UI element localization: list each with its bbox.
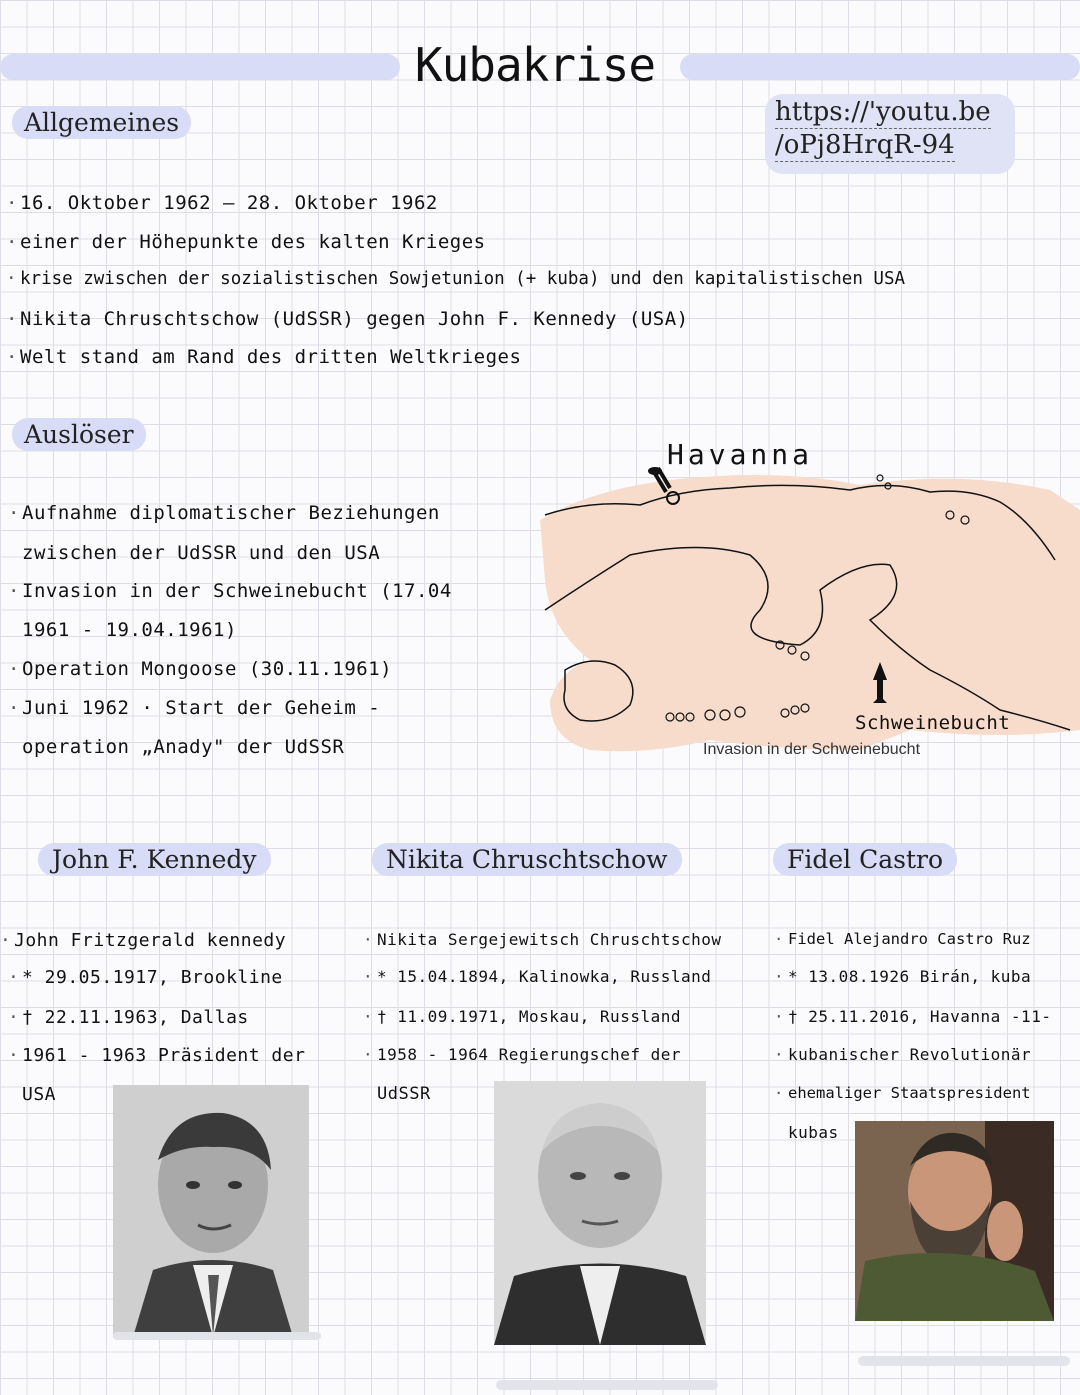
page-title: Kubakrise: [414, 38, 656, 92]
kennedy-line: · 1961 - 1963 Präsident der: [22, 1045, 305, 1066]
chruschtschow-photo: [494, 1081, 706, 1345]
kennedy-line: · John Fritzgerald kennedy: [14, 930, 286, 951]
horizontal-scrollbar[interactable]: [496, 1380, 718, 1390]
ausloeser-bullet-cont: operation „Anady" der UdSSR: [22, 736, 345, 758]
castro-line: · Fidel Alejandro Castro Ruz: [788, 930, 1031, 948]
title-bar-left: [0, 54, 400, 80]
ausloeser-bullet: · Operation Mongoose (30.11.1961): [22, 658, 392, 680]
allgemeines-bullet: · Welt stand am Rand des dritten Weltkrieges: [20, 346, 521, 368]
ausloeser-bullet: · Invasion in der Schweinebucht (17.04: [22, 580, 452, 602]
chruschtschow-line: UdSSR: [377, 1084, 431, 1104]
kennedy-line: USA: [22, 1084, 57, 1105]
kennedy-line: · * 29.05.1917, Brookline: [22, 967, 283, 988]
chruschtschow-line: · Nikita Sergejewitsch Chruschtschow: [377, 930, 722, 949]
allgemeines-bullet: · 16. Oktober 1962 – 28. Oktober 1962: [20, 192, 438, 214]
map-label-schweinebucht: Schweinebucht: [855, 712, 1011, 734]
castro-line: kubas: [788, 1123, 839, 1142]
allgemeines-bullet: · krise zwischen der sozialistischen Sowjetunion (+ kuba) und den kapitalistischen USA: [20, 269, 905, 289]
secondary-scrollbar[interactable]: [858, 1356, 1070, 1366]
ausloeser-bullet-cont: 1961 - 19.04.1961): [22, 619, 237, 641]
heading-ausloeser: Auslöser: [12, 418, 146, 451]
ausloeser-bullet-cont: zwischen der UdSSR und den USA: [22, 542, 381, 564]
ausloeser-bullet: · Juni 1962 · Start der Geheim -: [22, 697, 380, 719]
castro-line: · ehemaliger Staatspresident: [788, 1084, 1031, 1102]
heading-castro: Fidel Castro: [773, 843, 957, 876]
heading-kennedy: John F. Kennedy: [38, 843, 271, 876]
allgemeines-bullet: · Nikita Chruschtschow (UdSSR) gegen John F. Kennedy (USA): [20, 308, 689, 330]
chruschtschow-line: · 1958 - 1964 Regierungschef der: [377, 1045, 681, 1064]
kennedy-line: · † 22.11.1963, Dallas: [22, 1007, 249, 1028]
kennedy-photo: [113, 1085, 309, 1337]
chruschtschow-line: · † 11.09.1971, Moskau, Russland: [377, 1007, 681, 1026]
castro-line: · kubanischer Revolutionär: [788, 1045, 1031, 1064]
photo-scrollbar[interactable]: [113, 1332, 321, 1340]
map-label-havanna: Havanna: [667, 438, 814, 471]
youtube-link[interactable]: [765, 94, 1015, 174]
link-line-1[interactable]: https://'youtu.be: [775, 97, 991, 127]
title-bar-right: [680, 54, 1080, 80]
heading-chruschtschow: Nikita Chruschtschow: [372, 843, 682, 876]
chruschtschow-line: · * 15.04.1894, Kalinowka, Russland: [377, 967, 711, 986]
castro-line: · † 25.11.2016, Havanna -11-: [788, 1007, 1051, 1026]
map-caption: Invasion in der Schweinebucht: [703, 741, 921, 758]
castro-line: · * 13.08.1926 Birán, kuba: [788, 967, 1031, 986]
heading-allgemeines: Allgemeines: [12, 106, 191, 139]
allgemeines-bullet: · einer der Höhepunkte des kalten Krieges: [20, 231, 486, 253]
castro-photo: [855, 1121, 1054, 1321]
link-line-2[interactable]: /oPj8HrqR-94: [775, 130, 955, 160]
ausloeser-bullet: · Aufnahme diplomatischer Beziehungen: [22, 502, 440, 524]
